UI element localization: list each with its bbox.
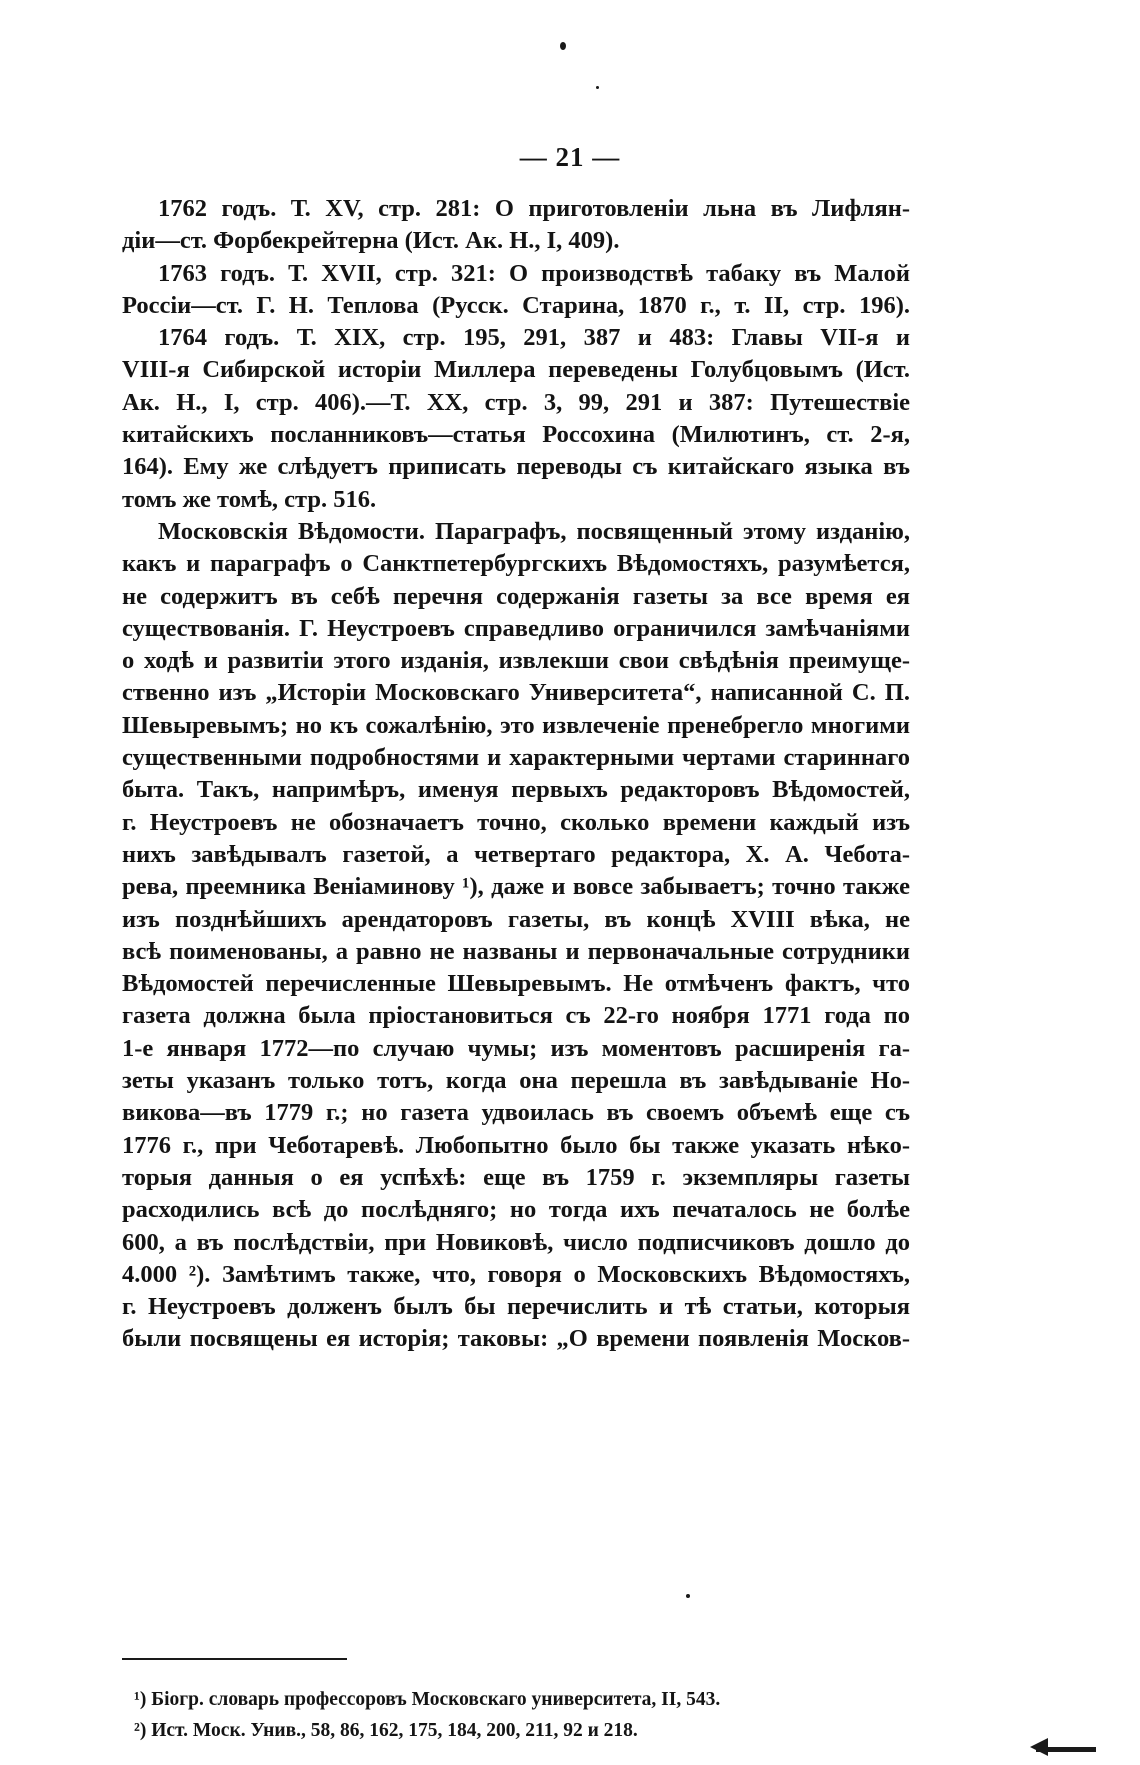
text-line: газета должна была пріостановиться съ 22-го ноября 1771 года по bbox=[122, 1002, 910, 1030]
text-line: 1-е января 1772—по случаю чумы; изъ моментовъ расширенія га- bbox=[122, 1034, 910, 1062]
text-line: Вѣдомостей перечисленные Шевыревымъ. Не отмѣченъ фактъ, что bbox=[122, 970, 910, 998]
text-line: 1776 г., при Чеботаревѣ. Любопытно было бы также указать нѣко- bbox=[122, 1131, 910, 1159]
text-line: существованія. Г. Неустроевъ справедливо ограничился замѣчаніями bbox=[122, 614, 910, 642]
text-line: о ходѣ и развитіи этого изданія, извлекши свои свѣдѣнія преимуще- bbox=[122, 647, 910, 675]
text-line: викова—въ 1779 г.; но газета удвоилась въ своемъ объемѣ еще съ bbox=[122, 1099, 910, 1127]
text-line: 4.000 ²). Замѣтимъ также, что, говоря о Московскихъ Вѣдомостяхъ, bbox=[122, 1260, 910, 1288]
footnotes bbox=[134, 1684, 894, 1746]
text-line: были посвящены ея исторія; таковы: „О времени появленія Москов- bbox=[122, 1325, 910, 1353]
text-line: 1763 годъ. Т. XVII, стр. 321: О производствѣ табаку въ Малой bbox=[158, 259, 910, 287]
text-line: изъ позднѣйшихъ арендаторовъ газеты, въ концѣ XVIII вѣка, не bbox=[122, 905, 910, 933]
footnote-divider bbox=[122, 1658, 347, 1660]
footnote: ²) Ист. Моск. Унив., 58, 86, 162, 175, 184, 200, 211, 92 и 218. bbox=[134, 1720, 638, 1741]
text-line: зеты указанъ только тотъ, когда она перешла въ завѣдываніе Но- bbox=[122, 1067, 910, 1095]
text-line: 1764 годъ. Т. XIX, стр. 195, 291, 387 и 483: Главы VII-я и bbox=[158, 324, 910, 352]
text-line: VIII-я Сибирской исторіи Миллера переведены Голубцовымъ (Ист. bbox=[122, 356, 910, 384]
text-line: какъ и параграфъ о Санктпетербургскихъ Вѣдомостяхъ, разумѣется, bbox=[122, 550, 910, 578]
text-line: существенными подробностями и характерными чертами стариннаго bbox=[122, 744, 910, 772]
text-line: 164). Ему же слѣдуетъ приписать переводы съ китайскаго языка въ bbox=[122, 453, 910, 481]
text-line: ственно изъ „Исторіи Московскаго Университета“, написанной С. П. bbox=[122, 679, 910, 707]
scan-speck bbox=[560, 42, 566, 50]
text-line: г. Неустроевъ долженъ былъ бы перечислить и тѣ статьи, которыя bbox=[122, 1293, 910, 1321]
text-line: Россіи—ст. Г. Н. Теплова (Русск. Старина, 1870 г., т. II, стр. 196). bbox=[122, 291, 910, 319]
text-line: рева, преемника Веніаминову ¹), даже и вовсе забываетъ; точно также bbox=[122, 873, 910, 901]
text-line: расходились всѣ до послѣдняго; но тогда ихъ печаталось не болѣе bbox=[122, 1196, 910, 1224]
text-line: Шевыревымъ; но къ сожалѣнію, это извлеченіе пренебрегло многими bbox=[122, 711, 910, 739]
scan-speck bbox=[596, 86, 599, 89]
page-number: — 21 — bbox=[519, 142, 621, 172]
text-line: нихъ завѣдывалъ газетой, а четвертаго редактора, Х. А. Чебота- bbox=[122, 840, 910, 868]
text-line: діи—ст. Форбекрейтерна (Ист. Ак. Н., I, 409). bbox=[122, 227, 620, 255]
text-line: не содержитъ въ себѣ перечня содержанія газеты за все время ея bbox=[122, 582, 910, 610]
scan-speck bbox=[686, 1594, 690, 1598]
text-line: г. Неустроевъ не обозначаетъ точно, сколько времени каждый изъ bbox=[122, 808, 910, 836]
text-line: торыя данныя о ея успѣхѣ: еще въ 1759 г. экземпляры газеты bbox=[122, 1163, 910, 1191]
text-line: Московскія Вѣдомости. Параграфъ, посвященный этому изданію, bbox=[158, 517, 910, 545]
text-line: томъ же томѣ, стр. 516. bbox=[122, 485, 377, 513]
text-line: всѣ поименованы, а равно не названы и первоначальные сотрудники bbox=[122, 937, 910, 965]
footnote: ¹) Біогр. словарь профессоровъ Московскаго университета, II, 543. bbox=[134, 1689, 721, 1710]
text-line: 1762 годъ. Т. XV, стр. 281: О приготовленіи льна въ Лифлян- bbox=[158, 195, 910, 222]
text-line: Ак. Н., I, стр. 406).—Т. XX, стр. 3, 99, 291 и 387: Путешествіе bbox=[122, 388, 910, 416]
text-line: китайскихъ посланниковъ—статья Россохина (Милютинъ, ст. 2-я, bbox=[122, 421, 910, 449]
text-line: 600, а въ послѣдствіи, при Новиковѣ, число подписчиковъ дошло до bbox=[122, 1228, 910, 1256]
main-text bbox=[122, 193, 910, 1356]
text-line: быта. Такъ, напримѣръ, именуя первыхъ редакторовъ Вѣдомостей, bbox=[122, 776, 910, 804]
corner-mark bbox=[1036, 1747, 1096, 1752]
